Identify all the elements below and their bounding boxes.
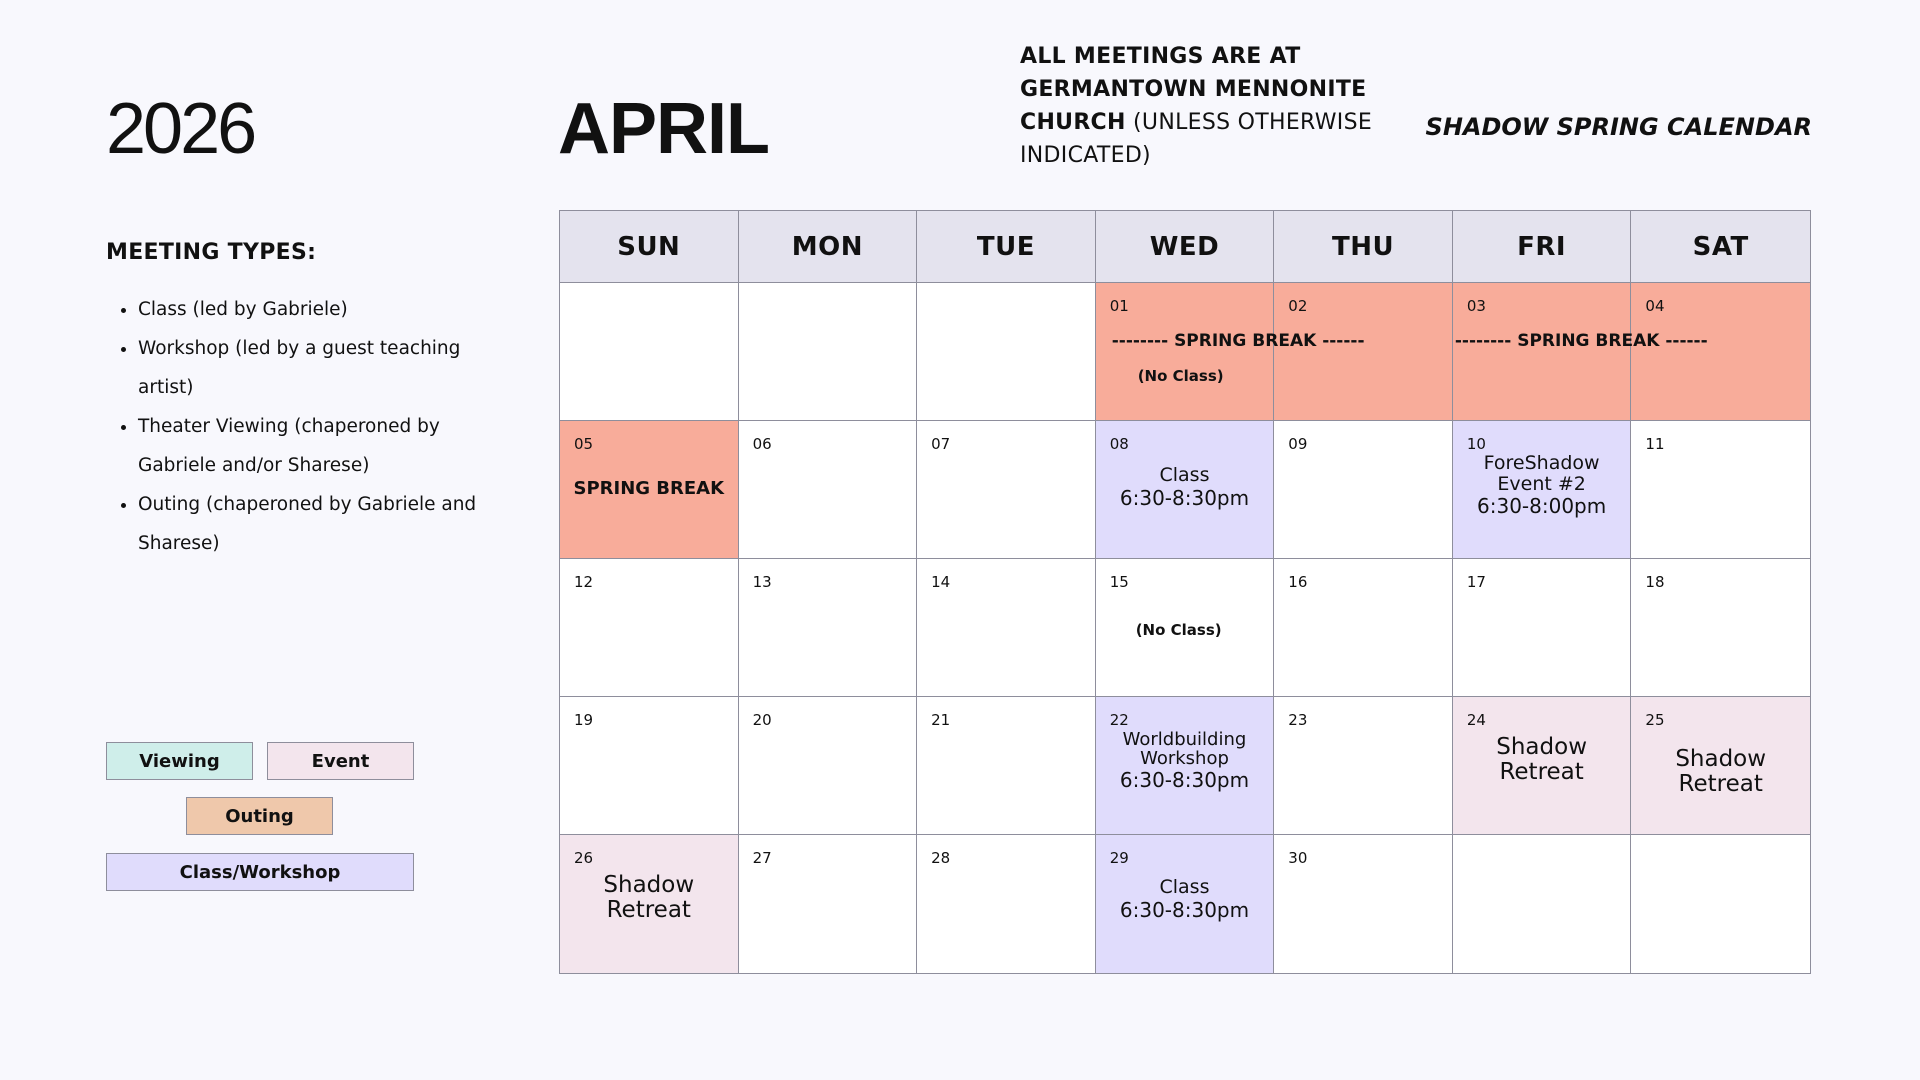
- meeting-location-bold: ALL MEETINGS ARE AT GERMANTOWN MENNONITE CHURCH: [1020, 44, 1367, 135]
- event-spring-break: [560, 479, 738, 500]
- day-number: 26: [574, 849, 594, 867]
- day-number: 10: [1466, 435, 1486, 453]
- calendar-cell-apr-15[interactable]: [1096, 559, 1275, 697]
- calendar-cell-apr-14[interactable]: [917, 559, 1096, 697]
- calendar-grid: [559, 210, 1811, 974]
- day-number: 13: [752, 573, 772, 591]
- calendar-cell-apr-07[interactable]: [917, 421, 1096, 559]
- calendar-cell-apr-25[interactable]: [1631, 697, 1810, 835]
- calendar-cell-apr-29[interactable]: [1096, 835, 1275, 973]
- spring-break-label: -------- SPRING BREAK ------: [1454, 331, 1708, 351]
- day-number: 06: [752, 435, 772, 453]
- legend-event: Event: [267, 742, 414, 780]
- dow-sun: SUN: [560, 211, 739, 283]
- day-number: 09: [1288, 435, 1308, 453]
- calendar-cell-empty: [917, 283, 1096, 421]
- event-time: 6:30-8:30pm: [1119, 897, 1250, 922]
- meeting-types-list: [106, 290, 478, 563]
- calendar-cell-apr-06[interactable]: [739, 421, 918, 559]
- day-number: 22: [1109, 711, 1129, 729]
- day-number: 24: [1466, 711, 1486, 729]
- meeting-location-note: [1020, 40, 1420, 172]
- month-title: APRIL: [558, 89, 769, 169]
- calendar-title: SHADOW SPRING CALENDAR: [1425, 113, 1812, 141]
- calendar-cell-apr-26[interactable]: [560, 835, 739, 973]
- calendar-cell-apr-20[interactable]: [739, 697, 918, 835]
- dow-thu: THU: [1274, 211, 1453, 283]
- calendar-cell-apr-22[interactable]: [1096, 697, 1275, 835]
- calendar-cell-apr-16[interactable]: [1274, 559, 1453, 697]
- calendar-cell-apr-08[interactable]: [1096, 421, 1275, 559]
- calendar-cell-apr-04[interactable]: [1631, 283, 1810, 421]
- no-class-label: (No Class): [1137, 367, 1224, 385]
- spring-break-label: -------- SPRING BREAK ------: [1111, 331, 1365, 351]
- day-number: 02: [1288, 297, 1308, 315]
- dow-tue: TUE: [917, 211, 1096, 283]
- calendar-cell-apr-05[interactable]: [560, 421, 739, 559]
- day-number: 30: [1288, 849, 1308, 867]
- day-number: 03: [1466, 297, 1486, 315]
- meeting-type-item: • Class (led by Gabriele): [138, 290, 478, 329]
- calendar-cell-empty: [1453, 835, 1632, 973]
- event-name: Worldbuilding Workshop: [1122, 729, 1247, 769]
- calendar-cell-apr-23[interactable]: [1274, 697, 1453, 835]
- event-name: Shadow Retreat: [1675, 746, 1767, 798]
- event-foreshadow: [1453, 453, 1631, 518]
- event-time: 6:30-8:00pm: [1477, 493, 1607, 518]
- day-number: 14: [931, 573, 951, 591]
- day-number: 11: [1645, 435, 1665, 453]
- day-number: 07: [931, 435, 951, 453]
- calendar-cell-apr-28[interactable]: [917, 835, 1096, 973]
- event-shadow-retreat: [1631, 747, 1810, 798]
- calendar-cell-apr-02[interactable]: [1274, 283, 1453, 421]
- meeting-type-item: • Workshop (led by a guest teaching artist): [138, 329, 478, 407]
- meeting-type-item: • Outing (chaperoned by Gabriele and Sharese): [138, 485, 478, 563]
- dow-fri: FRI: [1453, 211, 1632, 283]
- day-number: 29: [1109, 849, 1129, 867]
- day-number: 15: [1109, 573, 1129, 591]
- legend-outing: Outing: [186, 797, 333, 835]
- calendar-cell-apr-12[interactable]: [560, 559, 739, 697]
- event-name: Class: [1159, 876, 1210, 898]
- day-number: 01: [1109, 297, 1129, 315]
- calendar-cell-apr-11[interactable]: [1631, 421, 1810, 559]
- day-number: 18: [1645, 573, 1665, 591]
- day-number: 27: [752, 849, 772, 867]
- calendar-cell-apr-19[interactable]: [560, 697, 739, 835]
- legend-class-workshop: Class/Workshop: [106, 853, 414, 891]
- no-class-label: (No Class): [1135, 621, 1222, 639]
- day-number: 19: [574, 711, 594, 729]
- calendar-cell-apr-27[interactable]: [739, 835, 918, 973]
- day-number: 08: [1109, 435, 1129, 453]
- meeting-types-title: MEETING TYPES:: [106, 240, 317, 265]
- event-time: 6:30-8:30pm: [1119, 485, 1250, 510]
- calendar-cell-apr-30[interactable]: [1274, 835, 1453, 973]
- day-number: 21: [931, 711, 951, 729]
- day-number: 04: [1645, 297, 1665, 315]
- day-number: 25: [1645, 711, 1665, 729]
- calendar-cell-empty: [560, 283, 739, 421]
- event-shadow-retreat: [1453, 735, 1631, 786]
- event-class: [1096, 465, 1274, 510]
- event-name: Shadow Retreat: [1496, 734, 1588, 786]
- calendar-cell-apr-13[interactable]: [739, 559, 918, 697]
- day-number: 16: [1288, 573, 1308, 591]
- day-number: 17: [1466, 573, 1486, 591]
- calendar-cell-apr-17[interactable]: [1453, 559, 1632, 697]
- day-number: 23: [1288, 711, 1308, 729]
- event-name: Class: [1159, 464, 1210, 486]
- calendar-cell-empty: [739, 283, 918, 421]
- event-worldbuilding-workshop: [1096, 731, 1274, 792]
- event-name: ForeShadow Event #2: [1483, 452, 1600, 495]
- calendar-cell-apr-09[interactable]: [1274, 421, 1453, 559]
- event-shadow-retreat: [560, 873, 738, 924]
- day-number: 20: [752, 711, 772, 729]
- day-number: 05: [574, 435, 594, 453]
- calendar-cell-apr-18[interactable]: [1631, 559, 1810, 697]
- legend-viewing: Viewing: [106, 742, 253, 780]
- calendar-cell-apr-21[interactable]: [917, 697, 1096, 835]
- dow-wed: WED: [1096, 211, 1275, 283]
- dow-mon: MON: [739, 211, 918, 283]
- day-number: 12: [574, 573, 594, 591]
- event-class: [1096, 877, 1274, 922]
- dow-sat: SAT: [1631, 211, 1810, 283]
- event-label: SPRING BREAK: [573, 478, 725, 499]
- event-time: 6:30-8:30pm: [1119, 767, 1250, 792]
- meeting-type-item: • Theater Viewing (chaperoned by Gabriele and/or Sharese): [138, 407, 478, 485]
- year-title: 2026: [106, 89, 255, 169]
- calendar-cell-empty: [1631, 835, 1810, 973]
- meeting-location-qualifier: (UNLESS OTHERWISE INDICATED): [1020, 110, 1373, 168]
- day-number: 28: [931, 849, 951, 867]
- event-name: Shadow Retreat: [603, 872, 695, 924]
- calendar-cell-apr-10[interactable]: [1453, 421, 1632, 559]
- calendar-cell-apr-24[interactable]: [1453, 697, 1632, 835]
